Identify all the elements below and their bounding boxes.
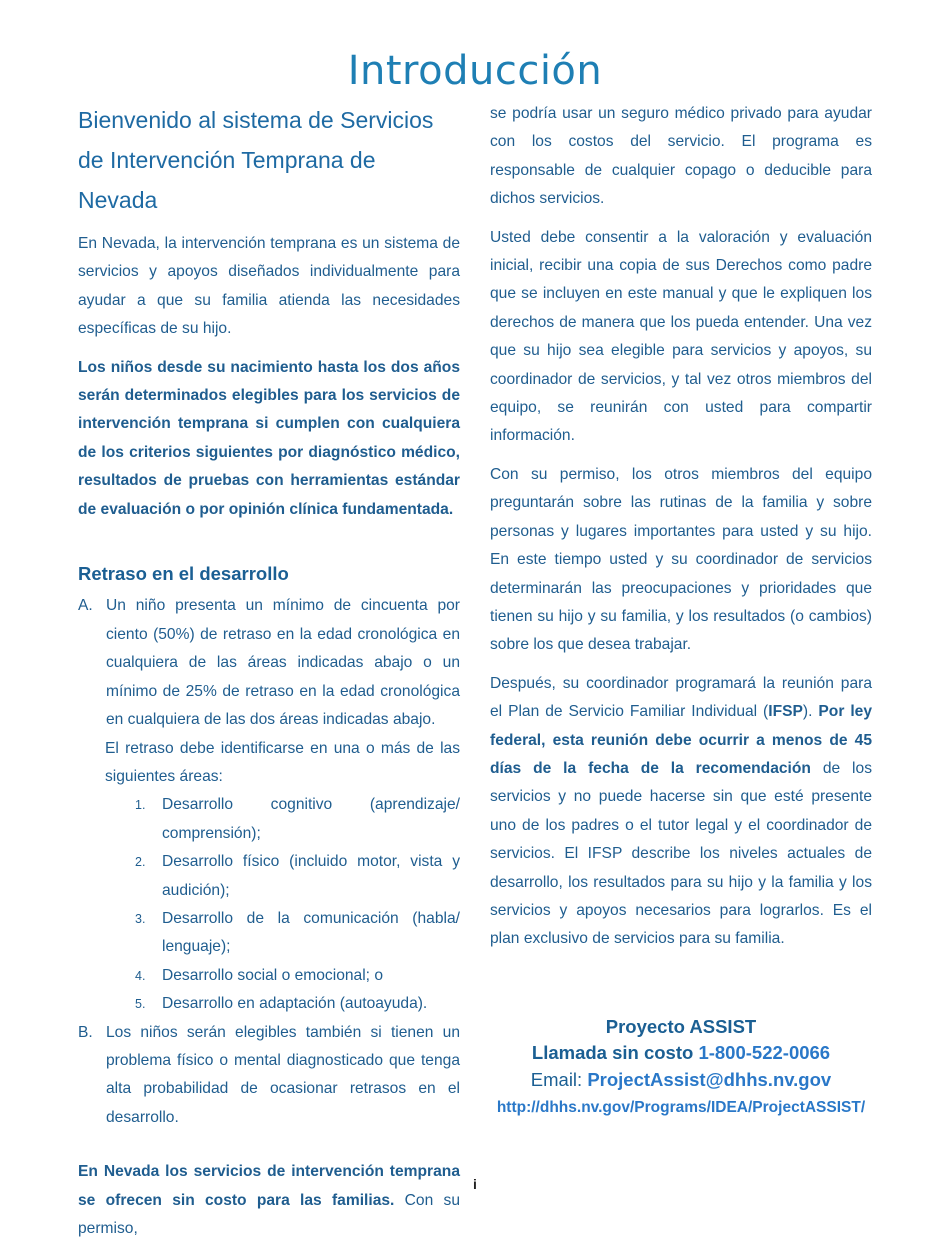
ifsp-acronym: IFSP	[768, 703, 803, 721]
area-number: 5.	[135, 997, 146, 1012]
ifsp-text-a: Después, su coordinador programará la reunión para el Plan de Servicio Familiar Individual (	[490, 674, 872, 721]
area-number: 2.	[135, 855, 146, 870]
contact-block	[490, 1014, 872, 1123]
left-column	[78, 100, 460, 1253]
routines-paragraph: Con su permiso, los otros miembros del equipo preguntarán sobre las rutinas de la familia y sobre personas y lugares importantes para usted y su hijo. En este tiempo usted y su coordinador de servicios determinarán las preocupaciones y prioridades que tienen su hijo y su familia, y los resultados (o cambios) sobre los que desea trabajar.	[490, 465, 872, 654]
list-item-b	[78, 1019, 460, 1133]
phone-number[interactable]: 1-800-522-0066	[698, 1042, 831, 1063]
email-link[interactable]: ProjectAssist@dhhs.nv.gov	[587, 1069, 832, 1090]
federal-law-bold: Por ley federal, esta reunión debe ocurrir a menos de 45 días de la fecha de la recomendación	[490, 703, 872, 777]
area-text: Desarrollo de la comunicación (habla/ lenguaje);	[162, 909, 460, 956]
ifsp-text-c: de los servicios y no puede hacerse sin que esté presente uno de los padres o el tutor legal y el coordinador de servicios. El IFSP describe los niveles actuales de desarrollo, los resultados para su hijo y la familia y los servicios y apoyos necesarios para lograrlos. Es el plan exclusivo de servicios para su familia.	[490, 759, 872, 948]
intro-paragraph: En Nevada, la intervención temprana es un sistema de servicios y apoyos diseñados individualmente para ayudar a que su familia atienda las necesidades específicas de su hijo.	[78, 235, 460, 338]
free-services-rest: Con su permiso,	[78, 1191, 460, 1237]
developmental-delay-heading: Retraso en el desarrollo	[78, 563, 289, 585]
list-marker: B.	[78, 1023, 93, 1041]
consent-paragraph: Usted debe consentir a la valoración y evaluación inicial, recibir una copia de sus Derechos como padre que se incluyen en este manual y que le expliquen los derechos de manera que los pueda entender. Una vez que su hijo sea elegible para servicios y apoyos, su coordinador de servicios, y tal vez otros miembros del equipo, se reunirán con usted para compartir información.	[490, 228, 872, 445]
area-item	[78, 791, 460, 848]
area-text: Desarrollo social o emocional; o	[162, 966, 384, 984]
ifsp-paragraph	[490, 670, 872, 954]
ifsp-text-b: ).	[802, 703, 819, 721]
area-number: 1.	[135, 798, 146, 813]
area-text: Desarrollo cognitivo (aprendizaje/ comprensión);	[162, 796, 460, 842]
list-item-text: Los niños serán elegibles también si tienen un problema físico o mental diagnosticado que tenga alta probabilidad de ocasionar retrasos en el desarrollo.	[106, 1023, 460, 1126]
free-services-paragraph	[78, 1158, 460, 1243]
area-text: Desarrollo físico (incluido motor, vista y audición);	[162, 853, 460, 899]
eligibility-paragraph: Los niños desde su nacimiento hasta los dos años serán determinados elegibles para los servicios de intervención temprana si cumplen con cualquiera de los criterios siguientes por diagnóstico médico, resultados de pruebas con herramientas estándar de evaluación o por opinión clínica fundamentada.	[78, 358, 460, 518]
free-services-bold: En Nevada los servicios de intervención temprana se ofrecen sin costo para las familias.	[78, 1163, 460, 1209]
area-item	[78, 905, 460, 962]
phone-line	[490, 1040, 872, 1066]
area-item	[78, 848, 460, 905]
email-line	[490, 1066, 872, 1093]
area-number: 3.	[135, 911, 146, 926]
phone-label: Llamada sin costo	[531, 1042, 699, 1063]
welcome-heading: Bienvenido al sistema de Servicios de Intervención Temprana de Nevada	[78, 107, 434, 213]
insurance-paragraph: se podría usar un seguro médico privado para ayudar con los costos del servicio. El programa es responsable de cualquier copago o deducible para dichos servicios.	[490, 105, 872, 208]
website-link[interactable]: http://dhhs.nv.gov/Programs/IDEA/ProjectASSIST/	[496, 1099, 866, 1116]
list-item-text: Un niño presenta un mínimo de cincuenta por ciento (50%) de retraso en la edad cronológica en cualquiera de las áreas indicadas abajo o un mínimo de 25% de retraso en la edad cronológica en cualquiera de las dos áreas indicadas abajo.	[106, 597, 460, 729]
project-name: Proyecto ASSIST	[605, 1016, 757, 1037]
area-item	[78, 990, 460, 1018]
area-number: 4.	[135, 968, 146, 983]
list-item-a	[78, 592, 460, 734]
list-marker: A.	[78, 597, 93, 615]
area-item	[78, 962, 460, 990]
email-label: Email:	[530, 1069, 588, 1090]
page-number: i	[473, 1176, 477, 1192]
page-title: Introducción	[347, 48, 603, 94]
areas-note: El retraso debe identificarse en una o más de las siguientes áreas:	[105, 739, 460, 785]
right-column	[490, 100, 872, 964]
area-text: Desarrollo en adaptación (autoayuda).	[162, 995, 428, 1013]
